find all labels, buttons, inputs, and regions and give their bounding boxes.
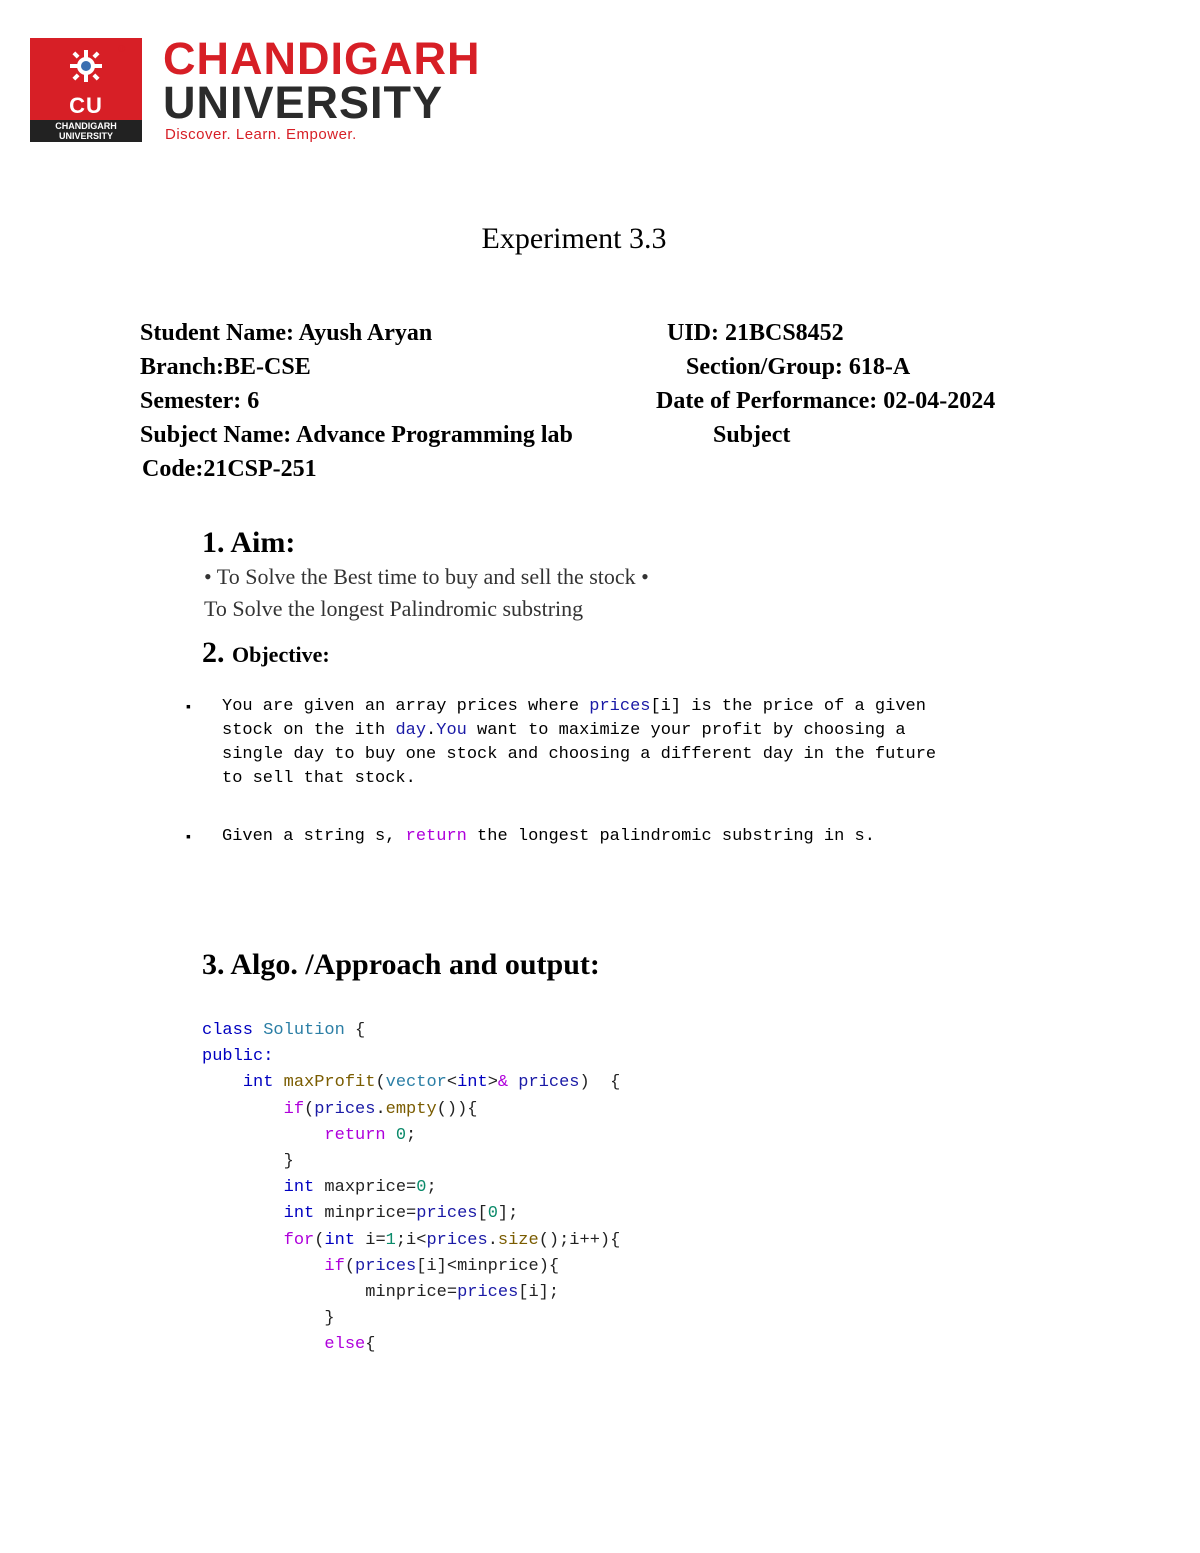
code-token: empty xyxy=(385,1099,437,1119)
code-token: maxProfit xyxy=(283,1073,376,1093)
bullet-icon: ▪ xyxy=(186,830,191,845)
obj1-text-end: [i] is the price of a given xyxy=(650,697,926,716)
code-token: vector xyxy=(385,1073,447,1093)
code-token: i= xyxy=(355,1230,386,1250)
gear-emblem-icon xyxy=(68,48,104,84)
obj1-day: day xyxy=(395,721,427,740)
student-name: Student Name: Ayush Aryan xyxy=(140,320,433,346)
obj1-line3: single day to buy one stock and choosing a different day in the future xyxy=(222,745,937,764)
code-token: { xyxy=(344,1021,366,1040)
code-token: 0 xyxy=(487,1204,498,1224)
date-of-performance: Date of Performance: 02-04-2024 xyxy=(656,388,996,414)
semester: Semester: 6 xyxy=(140,388,260,414)
subject-code: Code:21CSP-251 xyxy=(142,456,317,482)
logo-name-line2: UNIVERSITY xyxy=(163,77,444,128)
code-token: prices xyxy=(355,1256,417,1276)
objective-heading-text: Objective: xyxy=(232,642,330,667)
objective-heading-number: 2. xyxy=(202,636,225,669)
code-token: minprice xyxy=(457,1256,539,1276)
code-token: int xyxy=(324,1230,356,1250)
obj1-you: You xyxy=(436,721,467,740)
obj1-prices: prices xyxy=(589,697,651,716)
obj1-text: You are given an array prices where xyxy=(222,697,590,716)
obj2-text: Given a string s, xyxy=(222,827,406,846)
obj1-dot: . xyxy=(426,721,437,740)
code-token: 0 xyxy=(395,1125,407,1145)
code-token: int xyxy=(283,1178,315,1198)
code-token: 1 xyxy=(385,1230,396,1250)
aim-line-2: To Solve the longest Palindromic substring xyxy=(204,596,584,621)
code-token: prices xyxy=(314,1099,376,1119)
logo-caption-line1: CHANDIGARH xyxy=(55,121,117,131)
student-uid: UID: 21BCS8452 xyxy=(667,320,844,346)
objective-item-1 xyxy=(222,695,936,791)
code-token: int xyxy=(242,1073,274,1093)
logo-badge-text: CU xyxy=(69,93,103,118)
aim-line-1: • To Solve the Best time to buy and sell the stock • xyxy=(204,564,649,589)
logo-badge-caption xyxy=(30,120,142,142)
logo-name-line1: CHANDIGARH xyxy=(163,33,481,84)
code-token: int xyxy=(283,1204,315,1224)
code-token: minprice xyxy=(365,1283,447,1303)
obj1-line2-text: stock on the ith xyxy=(222,721,396,740)
logo-caption-line2: UNIVERSITY xyxy=(58,131,113,141)
code-token: size xyxy=(497,1230,539,1250)
code-token: 0 xyxy=(416,1178,427,1198)
logo-tagline: Discover. Learn. Empower. xyxy=(165,126,357,143)
objective-heading xyxy=(202,636,330,670)
bullet-icon: ▪ xyxy=(186,700,191,715)
objective-item-2 xyxy=(222,825,875,849)
obj2-text-end: the longest palindromic substring in s. xyxy=(466,827,875,846)
registered-mark: ® xyxy=(118,44,126,55)
obj1-line2-end: want to maximize your profit by choosing a xyxy=(466,721,906,740)
code-token: & xyxy=(497,1073,509,1093)
code-block: class Solution { public: int maxProfit(vector<int>& prices) { if(prices.empty()){ return 0; } int maxprice=0; int minprice=prices[0]; for(int i=1;i<prices.size();i++){ if(prices[i]<minprice){ minprice=prices[i]; } else{ xyxy=(202,1021,621,1355)
code-token: int xyxy=(457,1073,488,1093)
code-token: if xyxy=(283,1099,305,1119)
code-token: > xyxy=(487,1073,498,1093)
branch: Branch:BE-CSE xyxy=(140,354,311,380)
subject-name: Subject Name: Advance Programming lab xyxy=(140,422,573,448)
code-token: minprice= xyxy=(314,1204,417,1224)
code-token: prices xyxy=(457,1283,519,1303)
obj1-line4: to sell that stock. xyxy=(222,769,416,788)
code-token: maxprice= xyxy=(314,1178,417,1198)
subject-label: Subject xyxy=(713,422,791,448)
code-token: prices xyxy=(416,1204,478,1224)
obj2-return: return xyxy=(405,827,467,846)
code-token: prices xyxy=(426,1230,488,1250)
code-token: < xyxy=(446,1073,458,1093)
code-token: if xyxy=(324,1256,345,1276)
aim-heading: 1. Aim: xyxy=(202,526,296,559)
page-title: Experiment 3.3 xyxy=(481,222,667,255)
code-token: for xyxy=(283,1230,315,1250)
code-token: Solution xyxy=(263,1021,345,1040)
code-token: else xyxy=(324,1335,366,1355)
code-token: return xyxy=(324,1125,386,1145)
approach-heading: 3. Algo. /Approach and output: xyxy=(202,948,600,981)
code-token: class xyxy=(202,1021,254,1040)
code-token: prices xyxy=(518,1073,580,1093)
section-group: Section/Group: 618-A xyxy=(686,354,911,380)
code-token: public: xyxy=(202,1047,274,1067)
